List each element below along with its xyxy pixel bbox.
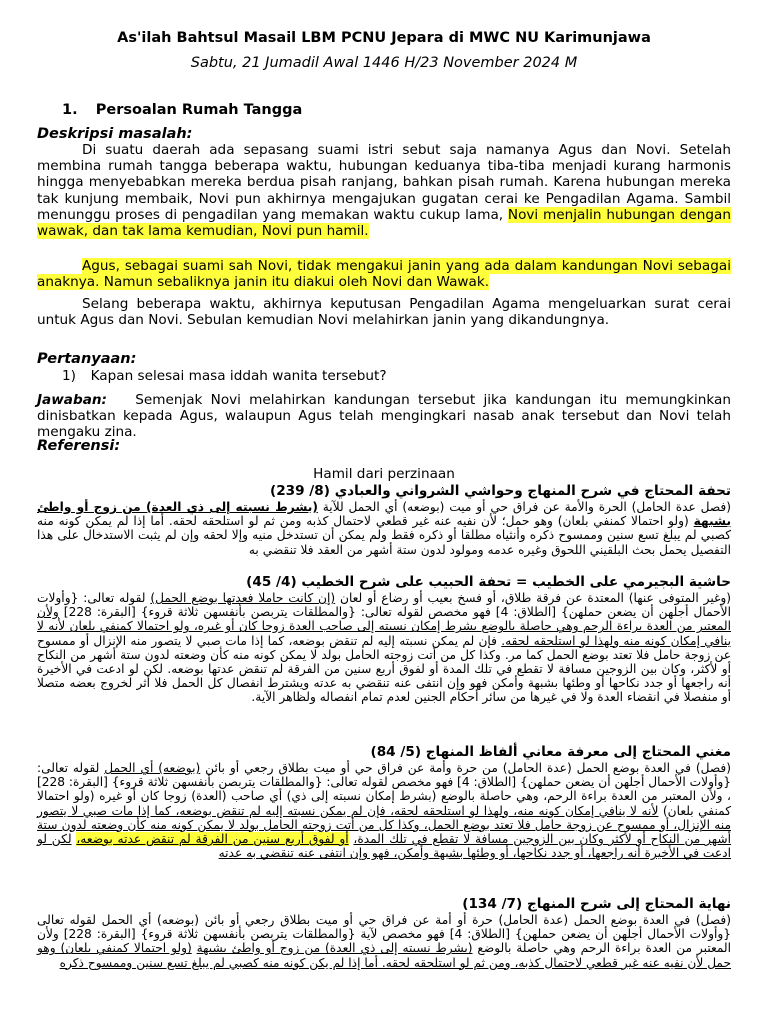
ref-1-line-1: (فصل عدة الحامل) الحرة والأمة عن فراق حي أو ميت (بوضعه) أي الحمل للآية bbox=[322, 500, 731, 514]
deskripsi-p2-highlight: Agus, sebagai suami sah Novi, tidak mengakui janin yang ada dalam kandungan Novi sebagai anaknya. Namun sebaliknya janin itu diakui oleh Novi dan Wawak. bbox=[37, 258, 731, 291]
ref-4-line-2: (بشرط نسبته إلى ذي العدة) من زوج أو واطئ بشبهة bbox=[196, 941, 473, 956]
deskripsi-label: Deskripsi masalah: bbox=[37, 126, 193, 142]
ref-3-body bbox=[37, 761, 731, 860]
section-title: Persoalan Rumah Tangga bbox=[95, 102, 303, 118]
ref-4-line-3: (ولو احتمالا كمنفي بلعان) وهو حمل لأن نفيه عنه غير قطعي لاحتمال كذبه، ومن ثم لو استلحقه لحقه. أما إذا لم يكن كونه منه كصبي لم يبلغ تسع سنين وممسوح ذكره bbox=[37, 941, 731, 970]
deskripsi-paragraph-2 bbox=[37, 258, 731, 290]
referensi-topic: Hamil dari perzinaan bbox=[313, 466, 455, 482]
deskripsi-paragraph-3 bbox=[37, 296, 731, 328]
deskripsi-p1-highlight: Novi menjalin hubungan dengan wawak, dan tak lama kemudian, Novi pun hamil. bbox=[37, 206, 731, 240]
ref-3-heading: مغني المحتاج إلى معرفة معاني ألفاظ المنهاج (5/ 84) bbox=[370, 744, 731, 760]
ref-3-line-6: لكن لو ادعت في الأخيرة أنه راجعها، أو جدد نكاحها، أو وطئها بشبهة وأمكن، فهو وإن انتفى عنه تنقضي به عدته bbox=[37, 832, 731, 861]
question-item bbox=[62, 368, 387, 384]
jawaban-paragraph bbox=[37, 392, 731, 441]
ref-1-body bbox=[37, 500, 731, 557]
pertanyaan-label: Pertanyaan: bbox=[37, 351, 137, 367]
ref-2-heading: حاشية البجيرمي على الخطيب = تحفة الحبيب على شرح الخطيب (4/ 45) bbox=[246, 574, 731, 590]
ref-1-line-3: (ولو احتمالا كمنفي بلعان) وهو حمل؛ لأن نفيه عنه غير قطعي لاحتمال كذبه ومن ثم لو استلحقه لحقه. أما إذا لم يمكن كونه منه كصبي لم يبلغ تسع سنين وممسوح ذكره وأنثياه مطلقا أو ذكره فقط ولم يمكن أن تستدخل منيه وإلا لحقه وإن لم يثبت الاستدخال على هذا التفصيل يحمل بحث البلقيني اللحوق وغيره عدمه ومولود لدون ستة أشهر من العقد فلا تنقضي به bbox=[37, 514, 731, 557]
ref-3-line-3: لقوله تعالى: {وأولات الأحمال أجلهن أن يضعن حملهن} [الطلاق: 4] فهو مخصص لقوله تعالى: {والمطلقات يتربصن بأنفسهن ثلاثة قروء} [البقرة: 228] ، ولأن المعتبر من العدة براءة الرحم، وهي حاصلة بالوضع (بشرط إمكان نسبته إلى ذي) أي صاحب (العدة) زوجا كان أو غيره (ولو احتمالا كمنفي بلعان) bbox=[37, 761, 732, 818]
referensi-label: Referensi: bbox=[37, 438, 121, 454]
deskripsi-p1-text: Di suatu daerah ada sepasang suami istri sebut saja namanya Agus dan Novi. Setelah membina rumah tangga beberapa waktu, hubungan keduanya tiba-tiba menjadi kurang harmonis hingga menyebabkan mereka berdua pisah ranjang, bahkan pisah rumah. Karena hubungan mereka tak kunjung membaik, Novi pun akhirnya mengajukan gugatan cerai ke Pengadilan Agama. Sambil menunggu proses di pengadilan yang memakan waktu cukup lama, bbox=[37, 142, 731, 223]
deskripsi-p3-text: Selang beberapa waktu, akhirnya keputusan Pengadilan Agama mengeluarkan surat cerai untuk Agus dan Novi. Sebulan kemudian Novi melahirkan janin yang dikandungnya. bbox=[37, 296, 731, 329]
ref-3-line-2: (بوضعه) أي الحمل bbox=[104, 761, 201, 775]
ref-4-heading: نهاية المحتاج إلى شرح المنهاج (7/ 134) bbox=[462, 896, 731, 912]
jawaban-text: Semenjak Novi melahirkan kandungan tersebut jika kandungan itu memungkinkan dinisbatkan kepada Agus, walaupun Agus telah mengingkari nasab anak tersebut dan Novi telah mengaku zina. bbox=[37, 392, 731, 441]
document-title: As'ilah Bahtsul Masail LBM PCNU Jepara di MWC NU Karimunjawa bbox=[117, 30, 651, 46]
jawaban-label: Jawaban: bbox=[37, 392, 107, 408]
ref-2-line-1: (وغير المتوفى عنها) المعتدة عن فرقة طلاق، أو فسخ بعيب أو رضاع أو لعان bbox=[340, 591, 732, 605]
question-number: 1) bbox=[62, 368, 76, 384]
ref-3-line-4: لأنه لا ينافي إمكان كونه منه، ولهذا لو استلحقه لحقه، فإن لم يمكن نسبته إليه لم تنقض بوضعه، كما إذا مات صبي لا يتصور منه الإنزال، أو ممسوح عن زوجة حامل فلا تعتد بوضع الحمل، وكذا كل من أتت زوجته الحامل بولد لا يمكن كونه منه كأن وضعته لدون ستة أشهر من النكاح أو لأكثر وكان بين الزوجين مسافة لا تقطع في تلك المدة، bbox=[37, 803, 732, 847]
ref-4-body bbox=[37, 913, 731, 970]
ref-2-line-4: ولأن المعتبر من العدة براءة الرحم وهي حاصلة بالوضع بشرط إمكان نسبته إلى صاحب العدة زوجا كان أو غيره، ولو احتمالا كمنفي بلعان لأنه لا ينافي إمكان كونه منه ولهذا لو استلحقه لحقه. bbox=[37, 605, 732, 648]
ref-3-line-5: أو لفوق أربع سنين من الفرقة لم تنقض عدته بوضعه، bbox=[76, 832, 349, 847]
document-date: Sabtu, 21 Jumadil Awal 1446 H/23 November 2024 M bbox=[190, 55, 578, 71]
ref-2-line-3: لقوله تعالى: {وأولات الأحمال أجلهن أن يضعن حملهن} [الطلاق: 4] فهو مخصص لقوله تعالى: {والمطلقات يتربصن بأنفسهن ثلاثة قروء} [البقرة: 228] bbox=[37, 591, 732, 620]
ref-1-heading: تحفة المحتاج في شرح المنهاج وحواشي الشرواني والعبادي (8/ 239) bbox=[269, 483, 731, 499]
deskripsi-paragraph-1 bbox=[37, 142, 731, 239]
section-number: 1. bbox=[62, 102, 78, 118]
section-heading bbox=[62, 102, 302, 118]
ref-3-line-1: (فصل) في العدة بوضع الحمل (عدة الحامل) من حرة وأمة عن فراق حي أو ميت بطلاق رجعي أو بائن bbox=[205, 761, 731, 775]
ref-2-line-5: فإن لم يمكن نسبته إليه لم تنقض بوضعه، كما إذا مات صبي لا يتصور منه الإنزال أو ممسوح عن زوجة حامل فلا تعتد بوضع الحمل كما مر. وكذا كل من أتت زوجته الحامل بولد لا يمكن كونه منه كأن وضعته لدون ستة أشهر من النكاح أو لأكثر، وكان بين الزوجين مسافة لا تقطع في تلك المدة أو لفوق أربع سنين من الفرقة لم تنقض عدتها بوضعه. لكن لو ادعت في الأخيرة أنه راجعها أو جدد نكاحها أو وطئها بشبهة وأمكن فهو وإن انتفى عنه تنقضي به عدته ويشترط انفصال كل الحمل فلا أثر لخروج بعضه متصلا أو منفصلا في انقضاء العدة ولا في غيرها من سائر أحكام الجنين لعدم تمام انفصاله ولظاهر الآية. bbox=[37, 633, 731, 705]
question-text: Kapan selesai masa iddah wanita tersebut? bbox=[90, 368, 387, 384]
ref-2-line-2: (إن كانت حاملا فعدتها بوضع الحمل) bbox=[150, 591, 336, 605]
ref-4-line-1: (فصل) في العدة بوضع الحمل (عدة الحامل) حرة أو أمة عن فراق حي أو ميت بطلاق رجعي أو بائن (بوضعه) أي الحمل لقوله تعالى {وأولات الأحمال أجلهن أن يضعن حملهن} [الطلاق: 4] فهو مخصص لآية {والمطلقات يتربصن بأنفسهن ثلاثة قروء} [البقرة: 228] ولأن المعتبر من العدة براءة الرحم وهي حاصلة بالوضع bbox=[37, 913, 732, 956]
ref-1-line-2: (بشرط نسبته إلى ذي العدة) من زوج أو واطئ بشبهة bbox=[37, 500, 732, 529]
ref-2-body bbox=[37, 591, 731, 705]
